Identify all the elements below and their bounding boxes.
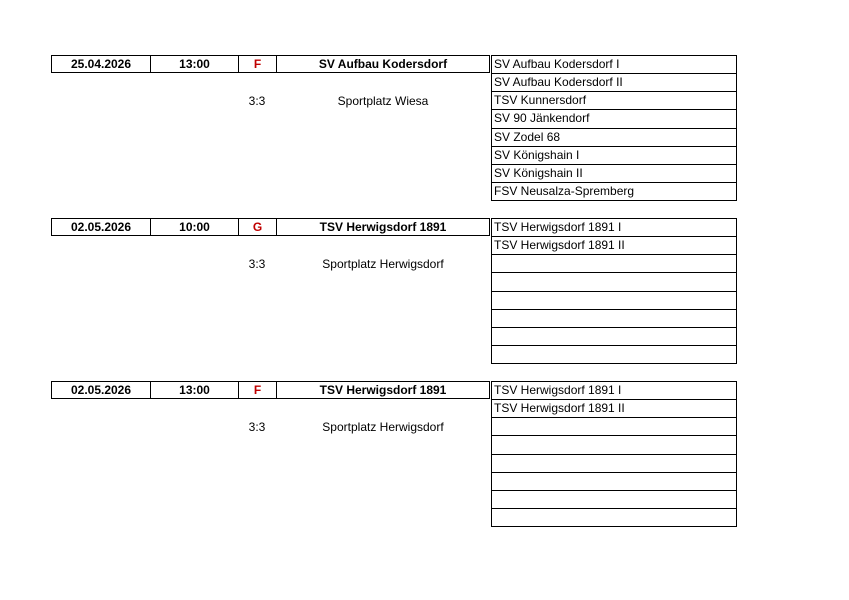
match-block [51,381,737,527]
team-row [492,255,736,273]
match-header [51,381,490,399]
match-group: F [239,382,277,398]
team-row [492,473,736,491]
team-row [492,346,736,364]
match-venue: Sportplatz Wiesa [337,94,429,108]
match-host: TSV Herwigsdorf 1891 [319,383,447,397]
match-time: 13:00 [151,382,239,398]
team-row [492,310,736,328]
match-venue: Sportplatz Herwigsdorf [322,420,444,434]
match-header [51,218,490,236]
match-time: 10:00 [151,219,239,235]
team-row [492,436,736,454]
team-row: TSV Kunnersdorf [492,92,736,110]
match-ratio: 3:3 [248,94,266,108]
match-date: 25.04.2026 [52,56,151,72]
match-group: G [239,219,277,235]
team-row: SV Aufbau Kodersdorf II [492,74,736,92]
team-row [492,509,736,527]
team-row: FSV Neusalza-Spremberg [494,183,635,198]
match-venue: Sportplatz Herwigsdorf [322,257,444,271]
team-row: SV Königshain I [492,147,736,165]
match-host: SV Aufbau Kodersdorf [318,57,448,71]
match-block [51,218,737,364]
match-ratio: 3:3 [248,257,266,271]
match-ratio: 3:3 [248,420,266,434]
match-host: TSV Herwigsdorf 1891 [319,220,447,234]
match-time: 13:00 [151,56,239,72]
match-block [51,55,737,201]
team-row: SV 90 Jänkendorf [492,110,736,128]
team-row [492,292,736,310]
team-row: SV Königshain II [492,165,736,183]
team-row [492,455,736,473]
team-row: TSV Herwigsdorf 1891 I [492,219,736,237]
team-row: TSV Herwigsdorf 1891 II [492,237,736,255]
team-row [492,328,736,346]
match-header [51,55,490,73]
team-row [492,418,736,436]
match-group: F [239,56,277,72]
team-row: SV Aufbau Kodersdorf I [492,56,736,74]
team-row: SV Zodel 68 [492,129,736,147]
match-date: 02.05.2026 [52,219,151,235]
team-row: TSV Herwigsdorf 1891 I [492,382,736,400]
team-list [491,381,737,527]
team-row [492,491,736,509]
team-list [491,218,737,364]
team-row: TSV Herwigsdorf 1891 II [492,400,736,418]
team-list [491,55,737,201]
team-row [492,273,736,291]
match-date: 02.05.2026 [52,382,151,398]
